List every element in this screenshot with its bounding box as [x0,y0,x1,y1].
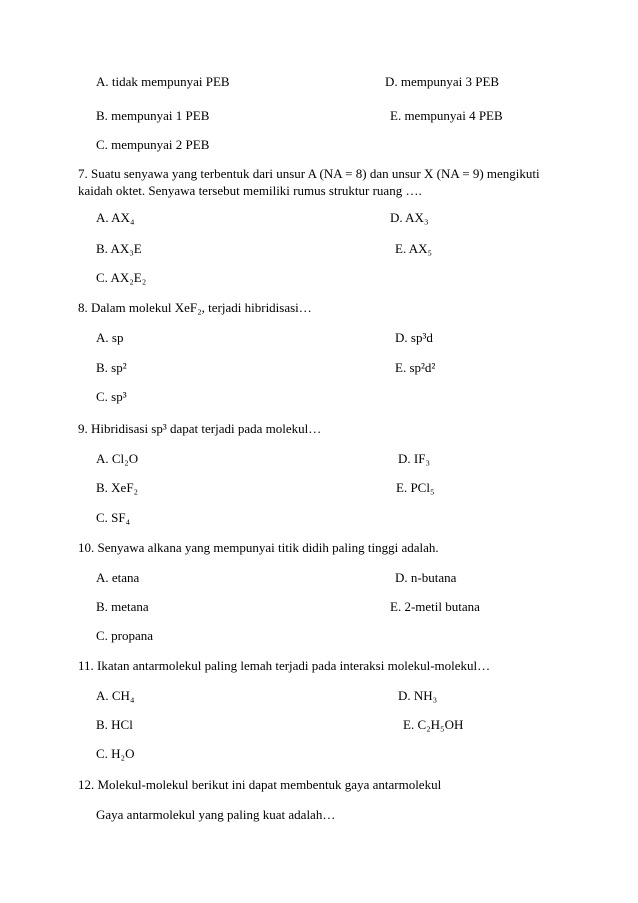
q10-stem: 10. Senyawa alkana yang mempunyai titik didih paling tinggi adalah. [78,540,439,555]
q11-option-e: E. C₂H₅OH [403,717,464,732]
q12-stem: 12. Molekul-molekul berikut ini dapat membentuk gaya antarmolekul [78,777,442,792]
q11-option-d: D. NH₃ [398,688,438,703]
q7-option-d: D. AX₃ [390,210,429,225]
q6-option-c: C. mempunyai 2 PEB [96,137,210,152]
q9-option-b: B. XeF₂ [96,480,139,495]
q7-stem-line2: kaidah oktet. Senyawa tersebut memiliki rumus struktur ruang …. [78,183,422,198]
q10-option-b: B. metana [96,599,149,614]
q8-option-a: A. sp [96,330,124,345]
q11-stem: 11. Ikatan antarmolekul paling lemah terjadi pada interaksi molekul-molekul… [78,658,491,673]
q10-option-d: D. n-butana [395,570,457,585]
q9-stem: 9. Hibridisasi sp³ dapat terjadi pada molekul… [78,421,322,436]
q8-option-b: B. sp² [96,360,127,375]
q10-option-e: E. 2-metil butana [390,599,480,614]
q10-option-a: A. etana [96,570,140,585]
q7-option-a: A. AX₄ [96,210,135,225]
q11-option-b: B. HCl [96,717,133,732]
q6-option-b: B. mempunyai 1 PEB [96,108,210,123]
q6-option-a: A. tidak mempunyai PEB [96,74,230,89]
q11-option-a: A. CH₄ [96,688,135,703]
q8-stem: 8. Dalam molekul XeF₂, terjadi hibridisasi… [78,300,312,315]
q12-stem-line2: Gaya antarmolekul yang paling kuat adalah… [96,807,336,822]
q9-option-c: C. SF₄ [96,510,131,525]
q11-option-c: C. H₂O [96,746,135,761]
q7-option-c: C. AX₂E₂ [96,270,147,285]
q8-option-c: C. sp³ [96,389,127,404]
q6-option-e: E. mempunyai 4 PEB [390,108,503,123]
q10-option-c: C. propana [96,628,154,643]
q7-option-b: B. AX₃E [96,241,142,256]
q8-option-d: D. sp³d [395,330,433,345]
q8-option-e: E. sp²d² [395,360,436,375]
q7-option-e: E. AX₅ [395,241,433,256]
q9-option-a: A. Cl₂O [96,451,139,466]
q7-stem-line1: 7. Suatu senyawa yang terbentuk dari unsur A (NA = 8) dan unsur X (NA = 9) mengikuti [78,166,540,181]
q9-option-e: E. PCl₅ [396,480,435,495]
q6-option-d: D. mempunyai 3 PEB [385,74,500,89]
q9-option-d: D. IF₃ [398,451,430,466]
